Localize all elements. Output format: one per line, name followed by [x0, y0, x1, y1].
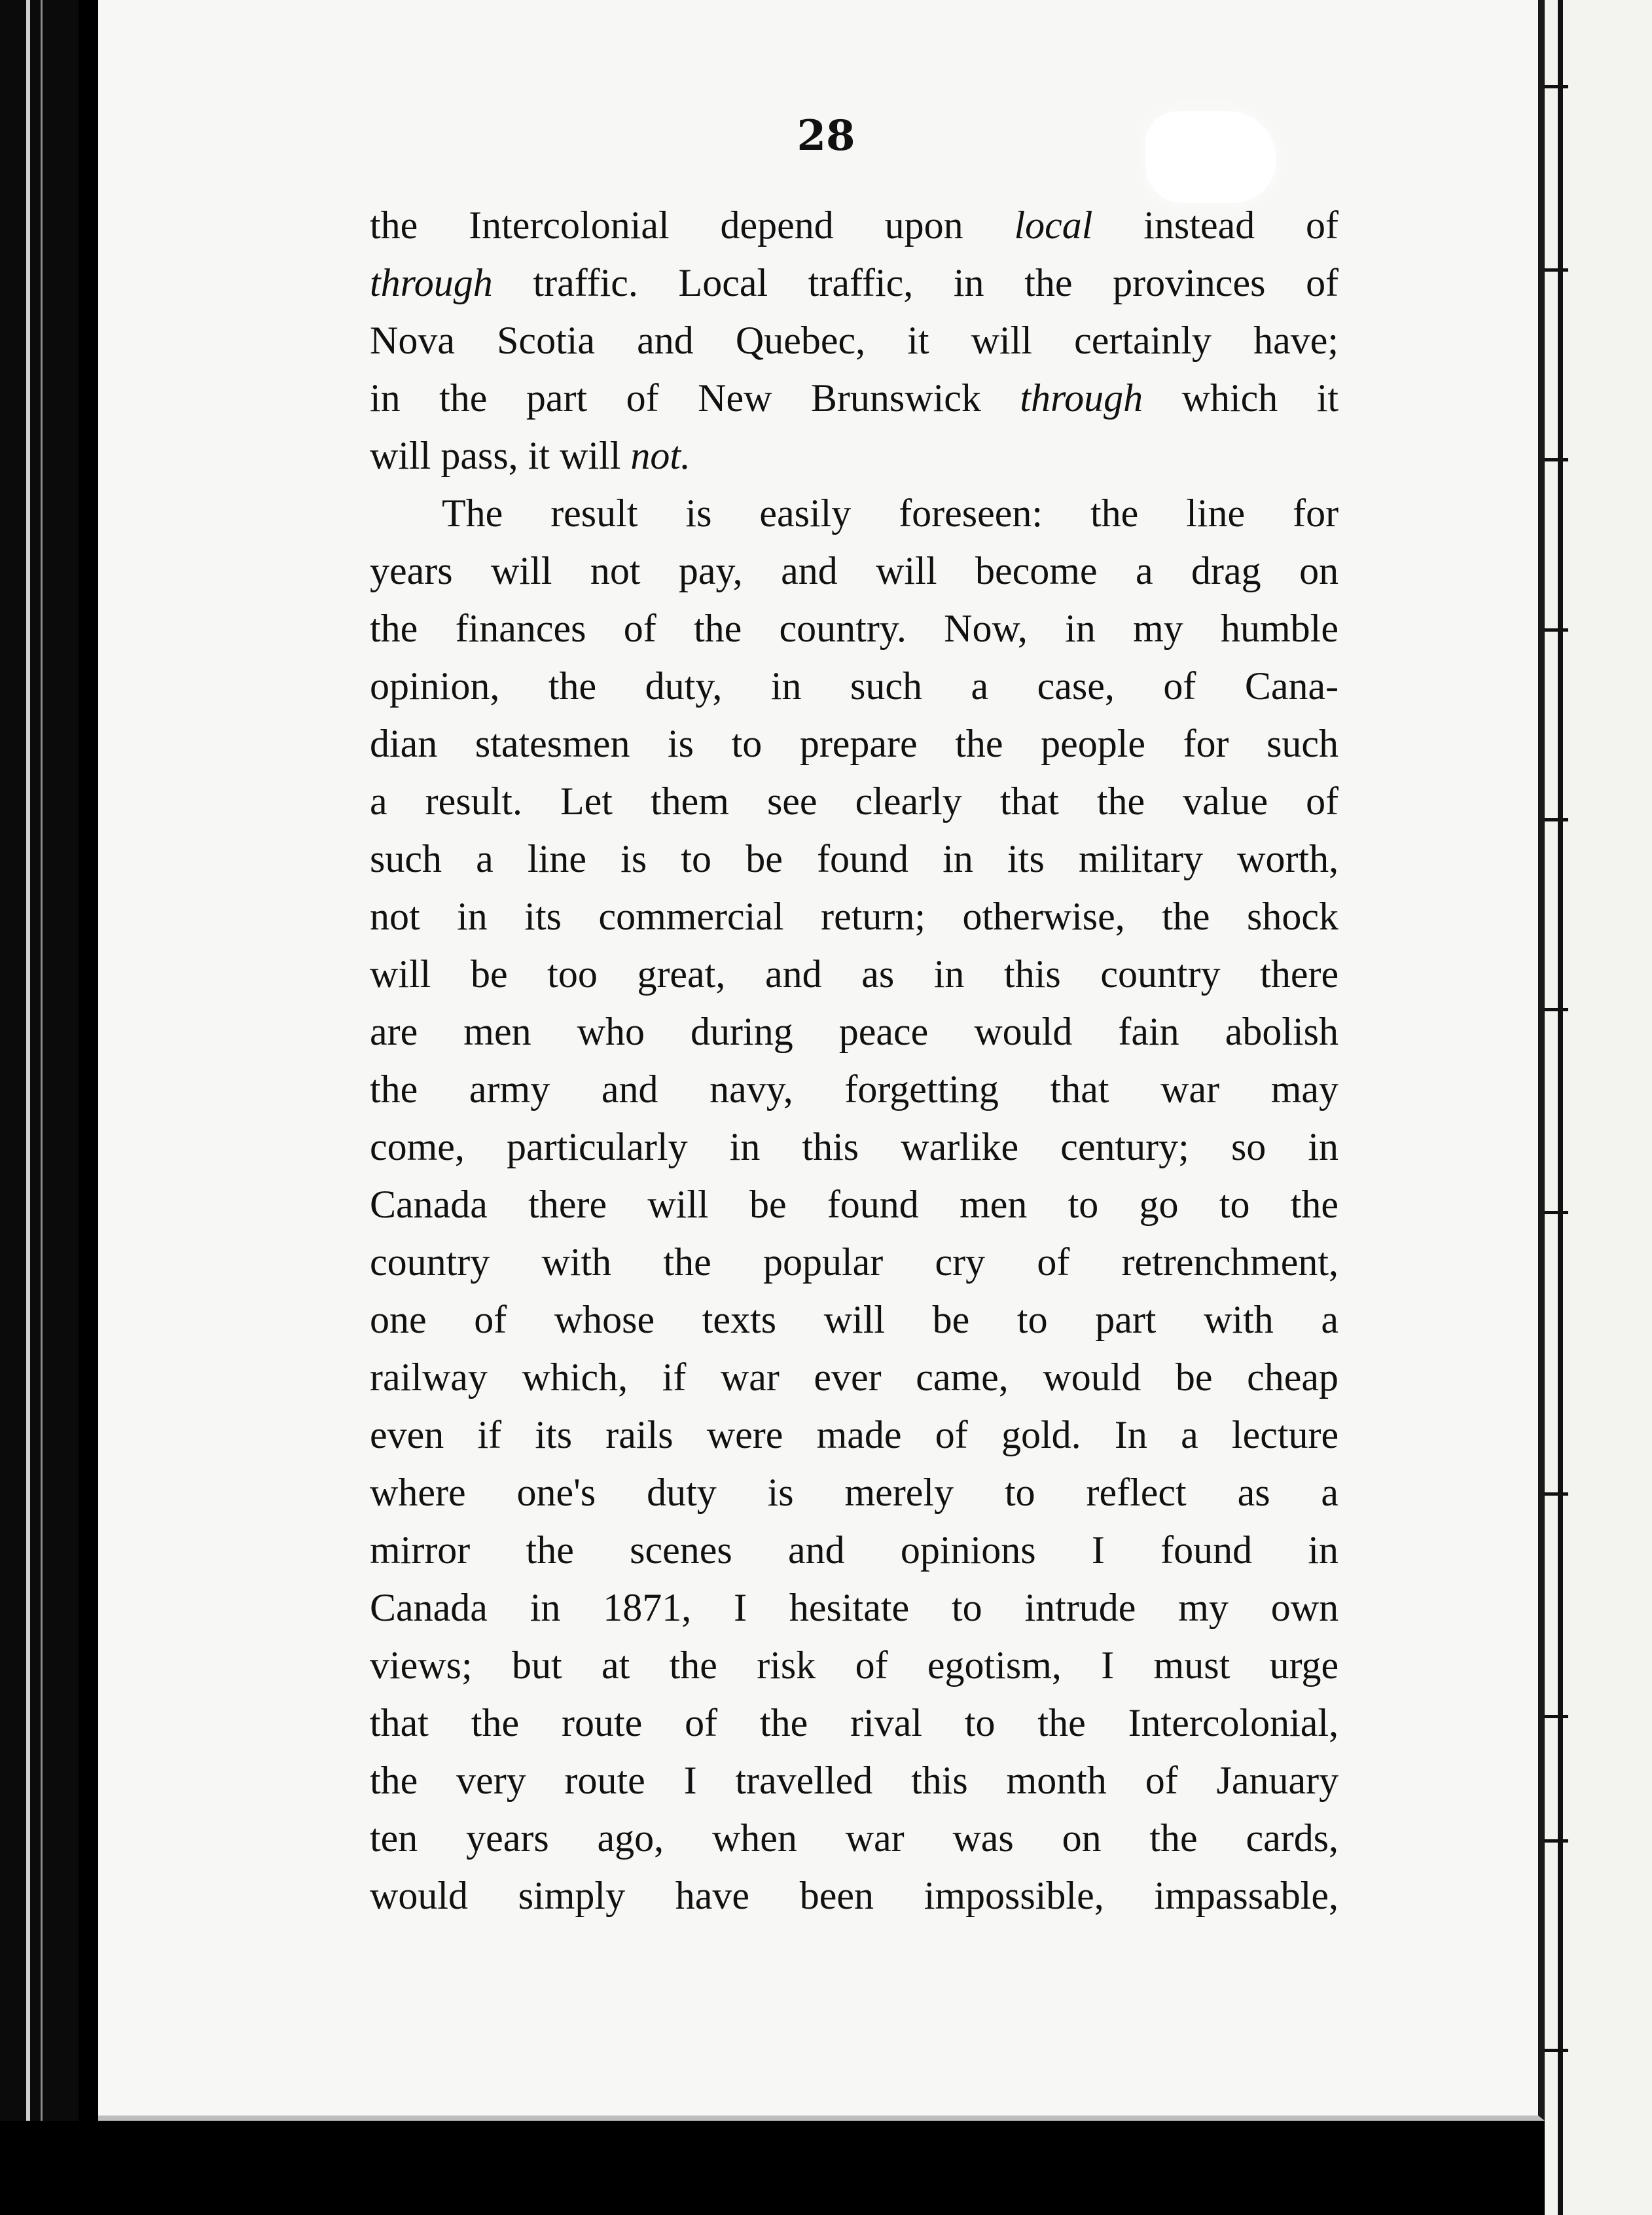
facing-page-rule — [1558, 0, 1563, 2215]
margin-tick-mark — [1545, 85, 1568, 88]
text-line: a result. Let them see clearly that the value of — [370, 780, 1338, 823]
margin-tick-mark — [1545, 458, 1568, 461]
margin-tick-mark — [1545, 1492, 1568, 1496]
text-line: one of whose texts will be to part with a — [370, 1298, 1338, 1341]
text-line: the finances of the country. Now, in my humble — [370, 607, 1338, 650]
text-line: dian statesmen is to prepare the people for such — [370, 722, 1338, 765]
text-line: the very route I travelled this month of January — [370, 1759, 1338, 1802]
text-line: Canada in 1871, I hesitate to intrude my own — [370, 1586, 1338, 1629]
text-line: Canada there will be found men to go to the — [370, 1183, 1338, 1226]
text-line: country with the popular cry of retrenchment, — [370, 1240, 1338, 1284]
text-line: would simply have been impossible, impassable, — [370, 1874, 1338, 1917]
text-line: years will not pay, and will become a drag on — [370, 549, 1338, 592]
text-line: not in its commercial return; otherwise, the shock — [370, 895, 1338, 938]
text-line: railway which, if war ever came, would be cheap — [370, 1356, 1338, 1399]
text-line: Nova Scotia and Quebec, it will certainly have; — [370, 319, 1338, 362]
binding-line-thin — [41, 0, 43, 2215]
text-line: ten years ago, when war was on the cards, — [370, 1816, 1338, 1860]
text-line: will pass, it will not. — [370, 434, 691, 477]
text-line: are men who during peace would fain abolish — [370, 1010, 1338, 1053]
text-line: the army and navy, forgetting that war may — [370, 1068, 1338, 1111]
text-line: where one's duty is merely to reflect as a — [370, 1471, 1338, 1514]
text-line: will be too great, and as in this country there — [370, 952, 1338, 996]
text-line: come, particularly in this warlike century; so in — [370, 1125, 1338, 1168]
text-line: such a line is to be found in its military worth, — [370, 837, 1338, 880]
margin-tick-mark — [1545, 1211, 1568, 1214]
text-line: the Intercolonial depend upon local instead of — [370, 204, 1338, 247]
page-body-text — [370, 196, 1338, 1924]
left-binding-edge — [0, 0, 79, 2215]
margin-tick-mark — [1545, 628, 1568, 632]
text-line: views; but at the risk of egotism, I must urge — [370, 1644, 1338, 1687]
text-line: The result is easily foreseen: the line for — [442, 492, 1338, 535]
binding-line — [26, 0, 30, 2215]
page-number: 28 — [797, 111, 855, 160]
margin-tick-mark — [1545, 1715, 1568, 1718]
text-line: that the route of the rival to the Intercolonial, — [370, 1701, 1338, 1744]
bottom-dark-margin — [0, 2121, 1545, 2215]
margin-tick-mark — [1545, 818, 1568, 821]
margin-tick-mark — [1545, 268, 1568, 272]
margin-tick-mark — [1545, 1839, 1568, 1843]
text-line: through traffic. Local traffic, in the provinces of — [370, 261, 1338, 304]
text-line: in the part of New Brunswick through which it — [370, 376, 1338, 420]
text-line: mirror the scenes and opinions I found in — [370, 1528, 1338, 1572]
facing-page-edge — [1545, 0, 1652, 2215]
text-line: opinion, the duty, in such a case, of Cana- — [370, 664, 1338, 708]
margin-tick-mark — [1545, 2049, 1568, 2052]
text-line: even if its rails were made of gold. In a lecture — [370, 1413, 1338, 1456]
margin-tick-mark — [1545, 1008, 1568, 1011]
